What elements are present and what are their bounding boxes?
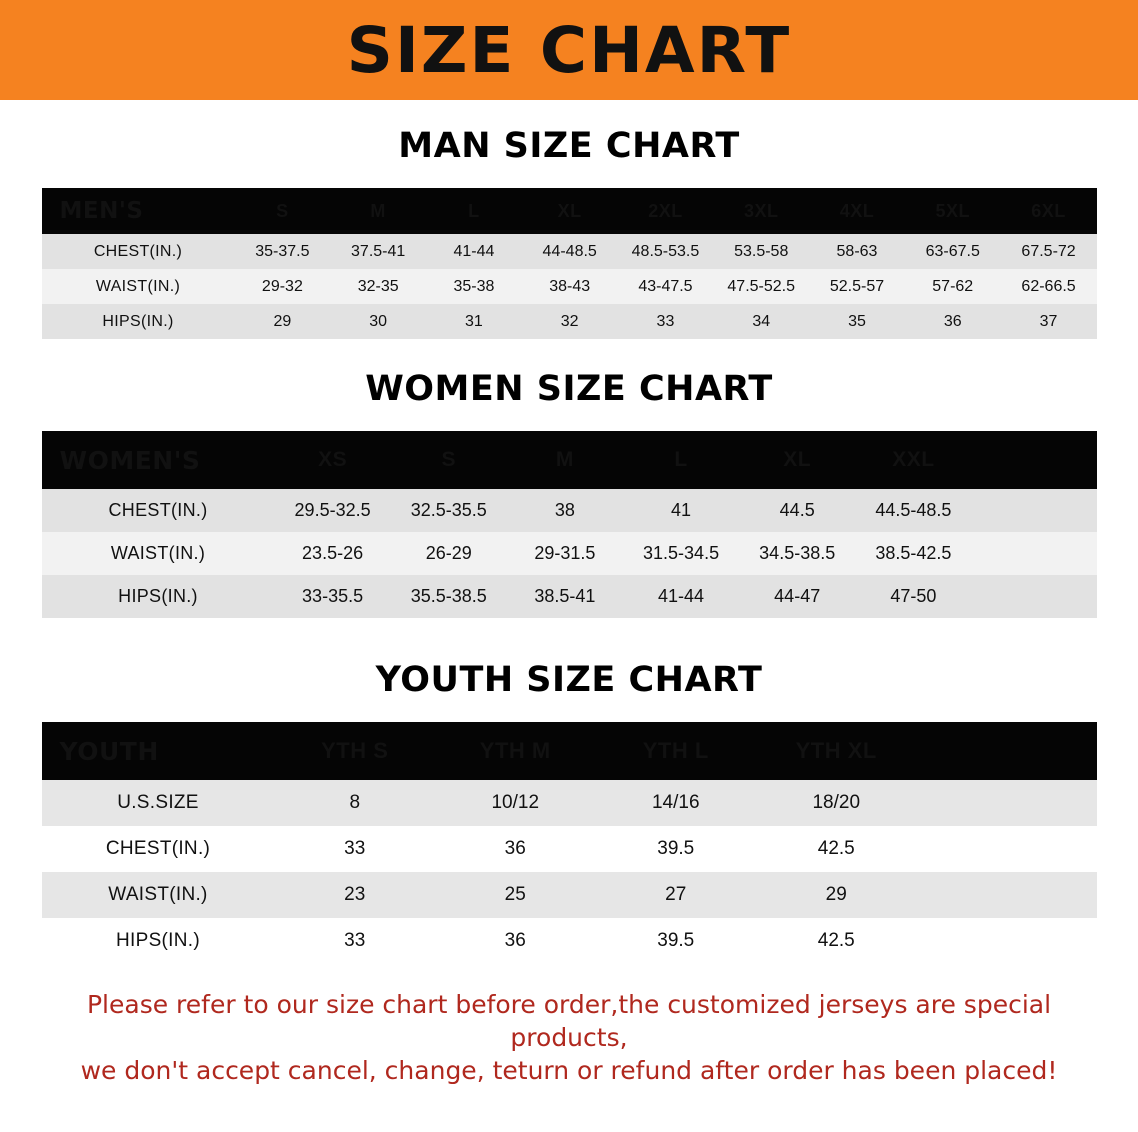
youth-size-table: [42, 722, 1097, 964]
women-table-wrap: [42, 431, 1097, 618]
man-cell: 36: [943, 312, 962, 330]
women-cell: 33-35.5: [302, 586, 364, 606]
youth-row-label: U.S.SIZE: [117, 792, 199, 813]
women-col-header: L: [674, 448, 688, 471]
women-header-row: [42, 431, 1097, 489]
women-col-header: XXL: [892, 448, 935, 471]
man-cell: 41-44: [453, 242, 495, 260]
youth-col-header: YTH M: [479, 738, 551, 763]
table-row: [42, 780, 1097, 826]
man-row-label: HIPS(IN.): [102, 312, 174, 330]
man-cell: 32: [560, 312, 579, 330]
man-cell: 31: [465, 312, 483, 330]
youth-table-head: [42, 722, 1097, 780]
youth-col-header: YTH S: [321, 738, 389, 763]
women-cell: 38.5-41: [534, 586, 596, 606]
man-col-header: L: [468, 200, 480, 221]
women-cell: 31.5-34.5: [643, 543, 720, 563]
man-col-header: S: [276, 200, 289, 221]
youth-table-wrap: [42, 722, 1097, 964]
man-cell: 35: [848, 312, 866, 330]
man-col-header: 4XL: [839, 200, 875, 221]
women-col-header: M: [555, 448, 574, 471]
women-cell: 38: [554, 500, 575, 520]
youth-cell: 33: [344, 838, 366, 859]
policy-note-line-1: Please refer to our size chart before order,the customized jerseys are special products,: [86, 990, 1052, 1052]
youth-row-label: CHEST(IN.): [105, 838, 211, 859]
youth-cell: 8: [349, 792, 361, 813]
women-cell: 41: [671, 500, 692, 520]
policy-note: [39, 988, 1099, 1087]
youth-row-label: HIPS(IN.): [116, 930, 200, 951]
table-row: [42, 918, 1097, 964]
youth-row-label: WAIST(IN.): [108, 884, 208, 905]
man-cell: 37: [1039, 312, 1058, 330]
women-cell: 34.5-38.5: [759, 543, 836, 563]
youth-cell: 10/12: [491, 792, 540, 813]
youth-cell-filler: [917, 780, 1097, 826]
table-row: [42, 532, 1097, 575]
women-header-filler: [972, 431, 1097, 489]
youth-cell: 36: [504, 838, 526, 859]
man-cell: 29: [273, 312, 292, 330]
table-row: [42, 575, 1097, 618]
man-cell: 43-47.5: [638, 277, 693, 295]
women-cell: 23.5-26: [302, 543, 364, 563]
youth-table-body: [42, 780, 1097, 964]
youth-cell: 42.5: [817, 930, 855, 951]
man-cell: 67.5-72: [1021, 242, 1076, 260]
youth-cell-filler: [917, 826, 1097, 872]
man-cell: 37.5-41: [351, 242, 406, 260]
man-table-head: [42, 188, 1097, 234]
table-row: [42, 234, 1097, 269]
man-cell: 52.5-57: [829, 277, 885, 295]
youth-section-heading: YOUTH SIZE CHART: [375, 660, 763, 700]
man-row-label: CHEST(IN.): [93, 242, 183, 260]
women-cell-filler: [972, 532, 1097, 575]
youth-cell-filler: [917, 872, 1097, 918]
youth-cell: 18/20: [812, 792, 861, 813]
youth-header-row: [42, 722, 1097, 780]
man-cell: 44-48.5: [542, 242, 597, 260]
women-table-body: [42, 489, 1097, 618]
women-cell: 47-50: [890, 586, 937, 606]
man-header-row: [42, 188, 1097, 234]
man-corner-header: MEN'S: [59, 198, 144, 224]
women-section-heading: WOMEN SIZE CHART: [365, 369, 773, 409]
women-col-header: XS: [318, 448, 348, 471]
man-col-header: 5XL: [935, 200, 970, 221]
table-row: [42, 489, 1097, 532]
women-cell: 44.5-48.5: [875, 500, 952, 520]
women-cell: 29-31.5: [534, 543, 596, 563]
women-cell: 29.5-32.5: [294, 500, 371, 520]
youth-cell: 36: [504, 930, 526, 951]
youth-cell-filler: [917, 918, 1097, 964]
women-table-head: [42, 431, 1097, 489]
banner: [0, 0, 1138, 100]
youth-cell: 23: [344, 884, 366, 905]
man-table-body: [42, 234, 1097, 339]
youth-cell: 25: [504, 884, 526, 905]
women-cell-filler: [972, 575, 1097, 618]
man-col-header: 2XL: [648, 200, 683, 221]
youth-cell: 29: [825, 884, 847, 905]
man-cell: 63-67.5: [925, 242, 980, 260]
man-cell: 35-37.5: [255, 242, 310, 260]
women-cell: 38.5-42.5: [875, 543, 952, 563]
table-row: [42, 872, 1097, 918]
women-cell: 41-44: [658, 586, 705, 606]
man-cell: 35-38: [453, 277, 495, 295]
man-col-header: M: [370, 200, 386, 221]
youth-cell: 39.5: [657, 838, 695, 859]
youth-cell: 39.5: [657, 930, 695, 951]
man-cell: 53.5-58: [734, 242, 789, 260]
table-row: [42, 826, 1097, 872]
man-col-header: 6XL: [1031, 200, 1066, 221]
youth-col-header: YTH XL: [795, 738, 877, 763]
women-size-table: [42, 431, 1097, 618]
women-cell-filler: [972, 489, 1097, 532]
women-col-header: S: [441, 448, 456, 471]
women-row-label: CHEST(IN.): [108, 500, 208, 520]
youth-cell: 33: [344, 930, 366, 951]
table-row: [42, 304, 1097, 339]
man-col-header: 3XL: [743, 200, 779, 221]
man-section-heading: MAN SIZE CHART: [398, 126, 740, 166]
youth-corner-header: YOUTH: [59, 736, 159, 766]
man-cell: 48.5-53.5: [631, 242, 700, 260]
women-corner-header: WOMEN'S: [59, 445, 201, 475]
women-cell: 35.5-38.5: [410, 586, 487, 606]
women-row-label: HIPS(IN.): [118, 586, 198, 606]
table-row: [42, 269, 1097, 304]
man-cell: 33: [656, 312, 675, 330]
man-cell: 38-43: [549, 277, 591, 295]
youth-cell: 14/16: [651, 792, 700, 813]
man-cell: 57-62: [932, 277, 974, 295]
man-cell: 34: [752, 312, 771, 330]
man-cell: 29-32: [261, 277, 303, 295]
youth-header-filler: [917, 722, 1097, 780]
man-cell: 58-63: [836, 242, 878, 260]
women-cell: 44-47: [774, 586, 821, 606]
man-size-table: [42, 188, 1097, 339]
policy-note-line-2: we don't accept cancel, change, teturn or refund after order has been placed!: [80, 1056, 1058, 1085]
women-cell: 44.5: [779, 500, 815, 520]
youth-cell: 27: [665, 884, 687, 905]
women-cell: 26-29: [425, 543, 472, 563]
man-cell: 32-35: [357, 277, 399, 295]
page-title: SIZE CHART: [346, 13, 792, 87]
women-col-header: XL: [783, 448, 812, 471]
man-table-wrap: [42, 188, 1097, 339]
man-row-label: WAIST(IN.): [95, 277, 181, 295]
youth-cell: 42.5: [817, 838, 855, 859]
man-cell: 47.5-52.5: [727, 277, 796, 295]
man-col-header: XL: [557, 200, 582, 221]
man-cell: 62-66.5: [1021, 277, 1076, 295]
youth-col-header: YTH L: [642, 738, 709, 763]
man-cell: 30: [369, 312, 388, 330]
women-row-label: WAIST(IN.): [110, 543, 206, 563]
women-cell: 32.5-35.5: [410, 500, 487, 520]
